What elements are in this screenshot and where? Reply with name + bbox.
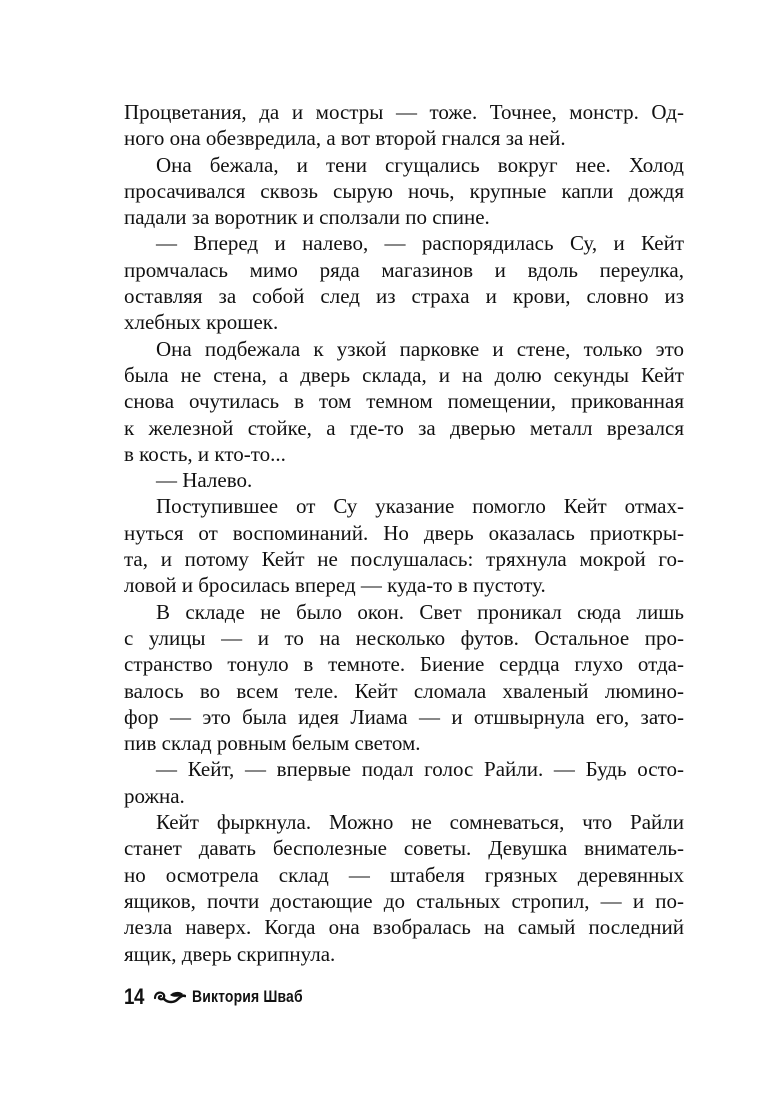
text-line: с улицы — и то на несколько футов. Остальное про-	[124, 625, 684, 650]
text-line: Процветания, да и мостры — тоже. Точнее, монстр. Од-	[124, 100, 684, 124]
text-line: промчалась мимо ряда магазинов и вдоль переулка,	[124, 257, 684, 282]
body-text	[124, 99, 684, 967]
text-line: Она бежала, и тени сгущались вокруг нее. Холод	[156, 152, 684, 177]
text-line: валось во всем теле. Кейт сломала хваленый люмино-	[124, 678, 684, 703]
text-line: пив склад ровным белым светом.	[124, 731, 421, 756]
text-line: та, и потому Кейт не послушалась: тряхнула мокрой го-	[124, 547, 684, 572]
text-line: но осмотрела склад — штабеля грязных деревянных	[124, 862, 684, 887]
text-line: ного она обезвредила, а вот второй гнался за ней.	[124, 126, 566, 151]
text-line: хлебных крошек.	[124, 310, 279, 335]
text-line: фор — это была идея Лиама — и отшвырнула его, зато-	[124, 704, 684, 729]
page-footer	[124, 984, 327, 1010]
text-line: — Кейт, — впервые подал голос Райли. — Будь осто-	[156, 757, 684, 782]
text-line: — Налево.	[156, 468, 253, 493]
text-line: Поступившее от Су указание помогло Кейт отмах-	[156, 494, 684, 519]
text-line: оставляя за собой след из страха и крови, словно из	[124, 284, 684, 309]
text-line: ловой и бросилась вперед — куда-то в пустоту.	[124, 573, 546, 598]
author-name: Виктория Шваб	[192, 987, 303, 1006]
text-line: рожна.	[124, 783, 185, 808]
text-line: была не стена, а дверь склада, и на долю секунды Кейт	[124, 362, 684, 387]
text-line: ящик, дверь скрипнула.	[124, 941, 336, 966]
text-line: В складе не было окон. Свет проникал сюда лишь	[156, 599, 684, 624]
text-line: к железной стойке, а где-то за дверью металл врезался	[124, 415, 684, 440]
text-line: странство тонуло в темноте. Биение сердца глухо отда-	[124, 652, 684, 677]
text-line: в кость, и кто-то...	[124, 441, 286, 466]
page-number: 14	[124, 984, 144, 1009]
text-line: нуться от воспоминаний. Но дверь оказалась приоткры-	[124, 520, 684, 545]
text-line: просачивался сквозь сырую ночь, крупные капли дождя	[124, 178, 684, 203]
text-line: станет давать бесполезные советы. Девушка вниматель-	[124, 836, 684, 861]
text-line: ящиков, почти достающие до стальных стропил, — и по-	[124, 888, 684, 913]
flourish-ornament-icon	[152, 987, 186, 1007]
text-line: — Вперед и налево, — распорядилась Су, и Кейт	[156, 231, 684, 256]
text-line: лезла наверх. Когда она взобралась на самый последний	[124, 915, 684, 940]
text-line: снова очутилась в том темном помещении, прикованная	[124, 389, 684, 414]
text-line: Она подбежала к узкой парковке и стене, только это	[156, 336, 684, 361]
text-line: Кейт фыркнула. Можно не сомневаться, что Райли	[156, 810, 684, 835]
text-line: падали за воротник и сползали по спине.	[124, 205, 490, 230]
